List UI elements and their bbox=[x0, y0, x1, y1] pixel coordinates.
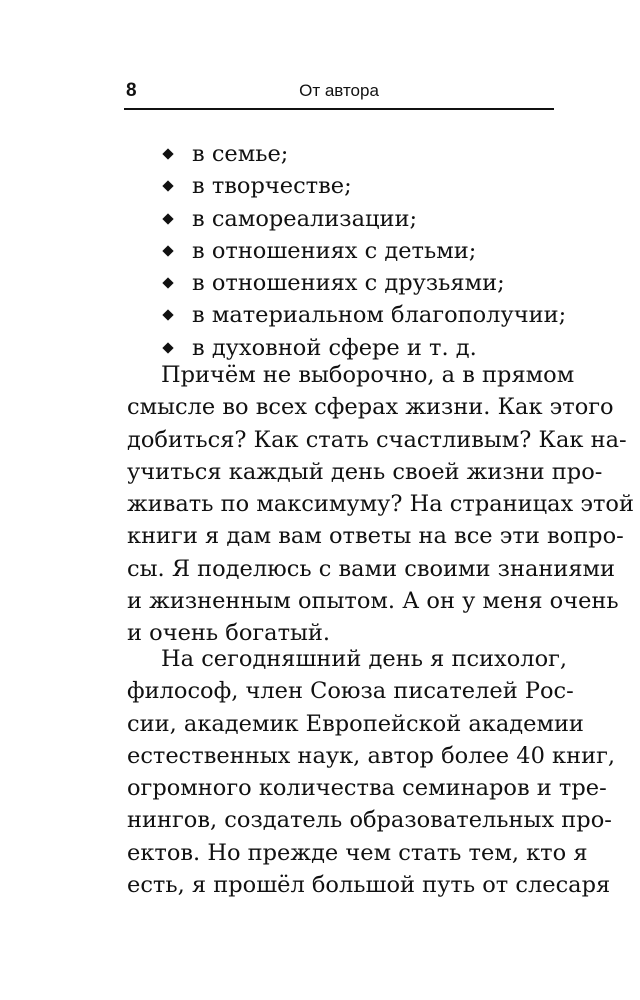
list-item bbox=[160, 235, 560, 267]
paragraph-line: На сегодняшний день я психолог, bbox=[161, 646, 568, 672]
paragraph-line: добиться? Как стать счастливым? Как на- bbox=[127, 426, 627, 453]
diamond-bullet-icon bbox=[162, 278, 173, 289]
list-item-text: в отношениях с детьми; bbox=[192, 237, 477, 264]
paragraph-line: естественных наук, автор более 40 книг, bbox=[127, 742, 616, 769]
paragraph-line: огромного количества семинаров и тре- bbox=[127, 775, 607, 802]
list-item-text: в материальном благополучии; bbox=[192, 302, 567, 329]
bullet-list bbox=[160, 138, 567, 364]
paragraph-line: Причём не выборочно, а в прямом bbox=[161, 362, 575, 388]
paragraph-line: учиться каждый день своей жизни про- bbox=[127, 458, 603, 485]
list-item-text: в отношениях с друзьями; bbox=[192, 270, 505, 297]
page-number: 8 bbox=[126, 80, 137, 101]
paragraph-line: книги я дам вам ответы на все эти вопро- bbox=[127, 523, 624, 550]
paragraph-line: ектов. Но прежде чем стать тем, кто я bbox=[127, 839, 588, 866]
list-item bbox=[160, 299, 567, 331]
list-item bbox=[160, 170, 560, 202]
paragraph-line: живать по максимуму? На страницах этой bbox=[127, 491, 634, 518]
paragraph-line: и очень богатый. bbox=[127, 620, 331, 647]
list-item bbox=[160, 138, 560, 170]
diamond-bullet-icon bbox=[162, 181, 173, 192]
list-item bbox=[160, 203, 560, 235]
paragraph-line: сы. Я поделюсь с вами своими знаниями bbox=[127, 555, 616, 582]
paragraph-line: философ, член Союза писателей Рос- bbox=[127, 678, 574, 705]
paragraph-line: смысле во всех сферах жизни. Как этого bbox=[127, 394, 614, 421]
body-paragraph bbox=[127, 359, 634, 650]
list-item bbox=[160, 267, 560, 299]
diamond-bullet-icon bbox=[162, 213, 173, 224]
list-item-text: в семье; bbox=[192, 141, 289, 167]
diamond-bullet-icon bbox=[162, 310, 173, 321]
paragraph-line: нингов, создатель образовательных про- bbox=[127, 807, 612, 834]
diamond-bullet-icon bbox=[162, 342, 173, 353]
diamond-bullet-icon bbox=[162, 245, 173, 256]
running-title: От автора bbox=[299, 81, 379, 100]
paragraph-line: есть, я прошёл большой путь от слесаря bbox=[127, 872, 611, 899]
body-paragraph bbox=[127, 643, 616, 901]
paragraph-line: сии, академик Европейской академии bbox=[127, 710, 584, 737]
page-header bbox=[124, 78, 554, 110]
diamond-bullet-icon bbox=[162, 148, 173, 159]
list-item-text: в духовной сфере и т. д. bbox=[192, 334, 477, 361]
paragraph-line: и жизненным опытом. А он у меня очень bbox=[127, 588, 619, 615]
list-item-text: в творчестве; bbox=[192, 173, 352, 200]
list-item-text: в самореализации; bbox=[192, 205, 418, 232]
